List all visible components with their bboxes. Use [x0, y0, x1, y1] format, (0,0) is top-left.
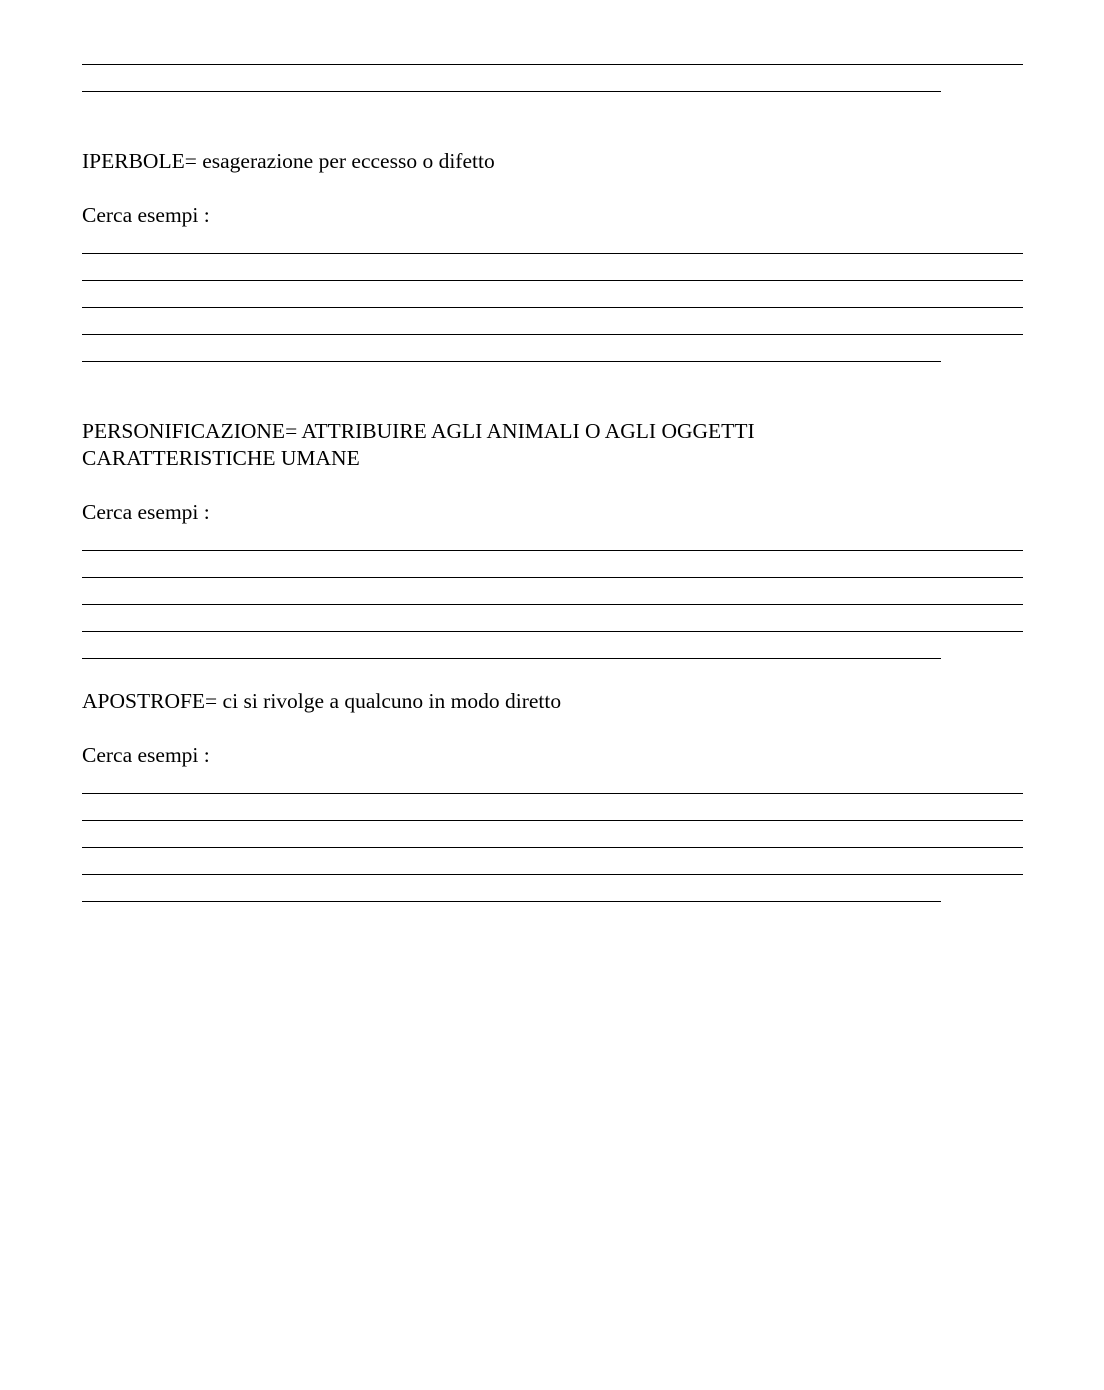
answer-line	[82, 604, 1023, 605]
section-definition-personificazione-line2: CARATTERISTICHE UMANE	[82, 446, 360, 470]
answer-line	[82, 820, 1023, 821]
answer-line	[82, 91, 941, 92]
section-prompt-apostrofe: Cerca esempi :	[82, 743, 210, 767]
answer-line	[82, 793, 1023, 794]
answer-line	[82, 280, 1023, 281]
answer-line	[82, 631, 1023, 632]
section-definition-personificazione-line1: PERSONIFICAZIONE= ATTRIBUIRE AGLI ANIMALI O AGLI OGGETTI	[82, 419, 755, 443]
answer-line	[82, 550, 1023, 551]
answer-line	[82, 253, 1023, 254]
answer-line	[82, 307, 1023, 308]
answer-line	[82, 64, 1023, 65]
section-prompt-iperbole: Cerca esempi :	[82, 203, 210, 227]
answer-line	[82, 847, 1023, 848]
answer-line	[82, 577, 1023, 578]
section-definition-apostrofe: APOSTROFE= ci si rivolge a qualcuno in modo diretto	[82, 689, 562, 713]
section-prompt-personificazione: Cerca esempi :	[82, 500, 210, 524]
answer-line	[82, 334, 1023, 335]
answer-line	[82, 658, 941, 659]
answer-line	[82, 361, 941, 362]
answer-line	[82, 901, 941, 902]
section-definition-iperbole: IPERBOLE= esagerazione per eccesso o difetto	[82, 149, 495, 173]
answer-line	[82, 874, 1023, 875]
